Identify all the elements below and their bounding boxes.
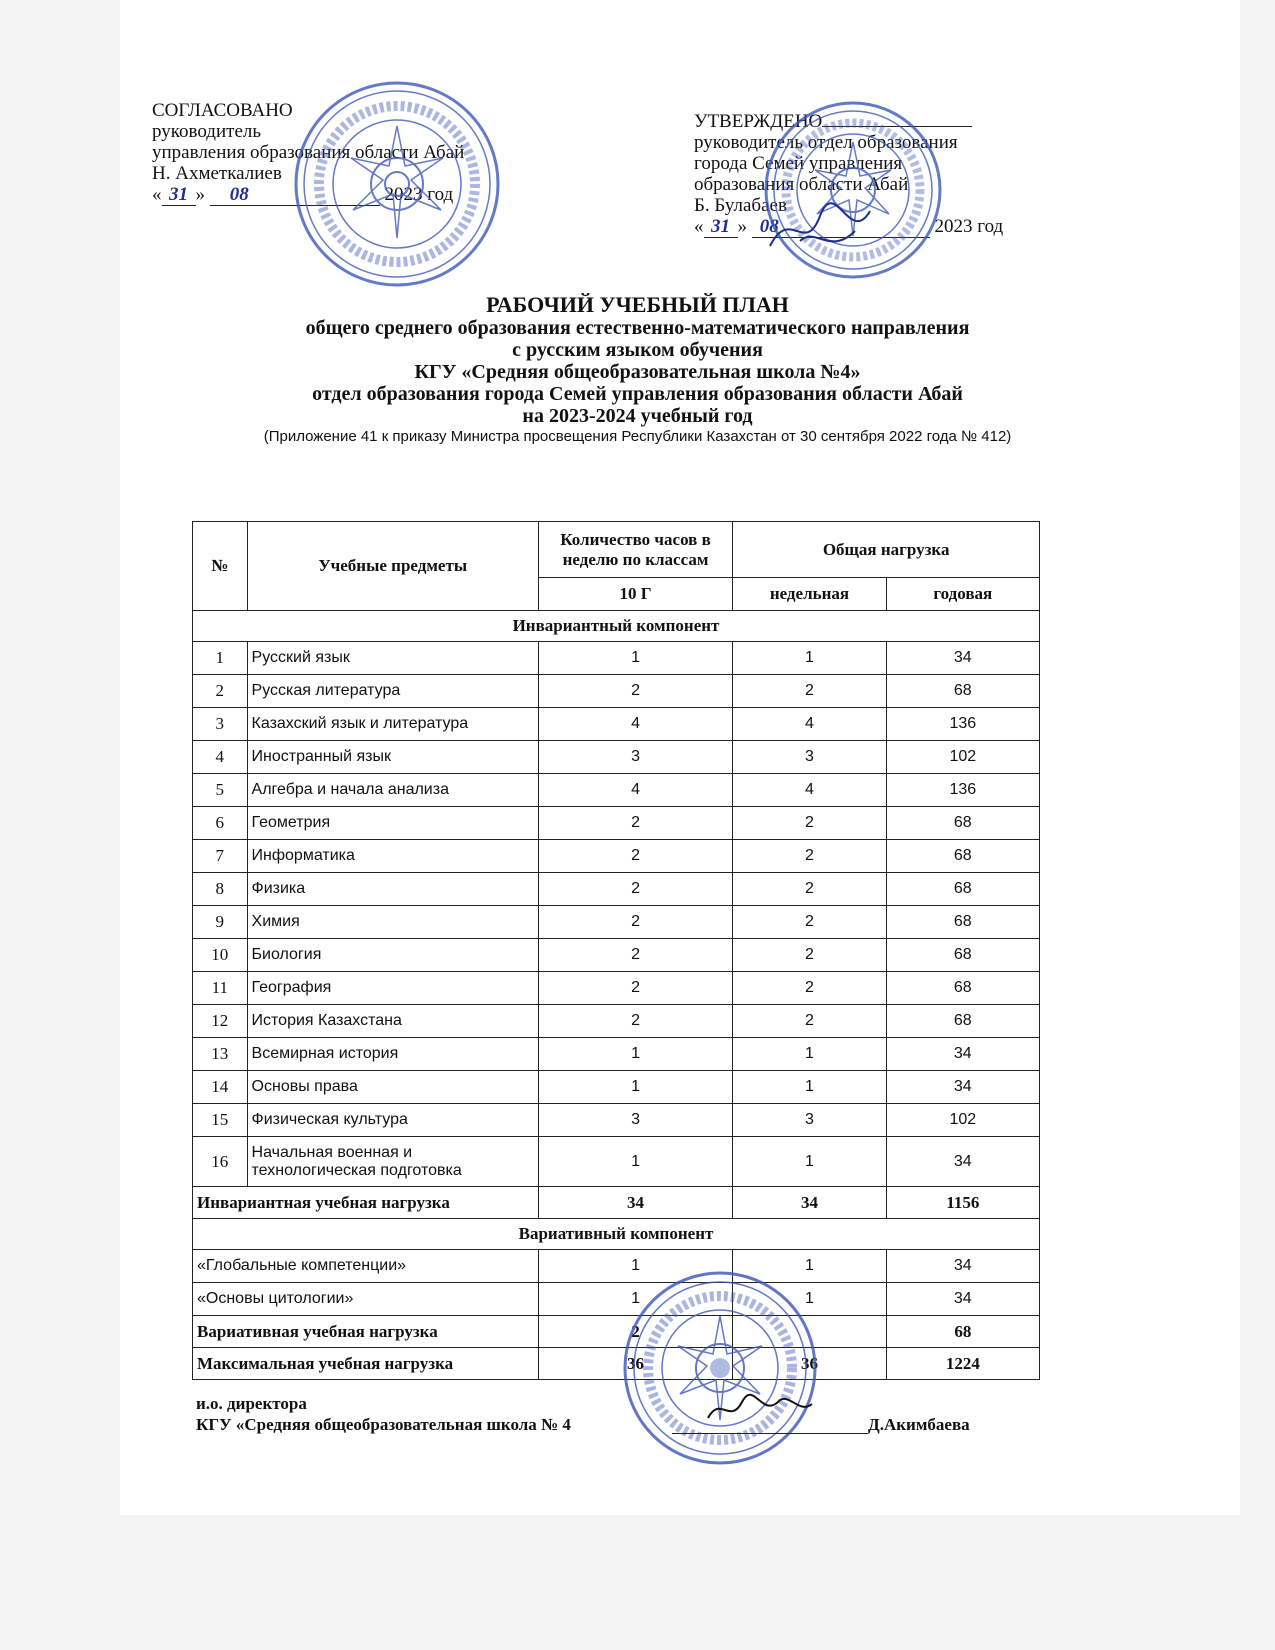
row-number: 4 [193, 741, 248, 774]
row-yearly: 68 [886, 840, 1039, 873]
row-yearly: 68 [886, 1005, 1039, 1038]
row-subject: Информатика [247, 840, 538, 873]
row-hours: 2 [538, 1005, 733, 1038]
row-weekly: 2 [733, 840, 886, 873]
row-subject: История Казахстана [247, 1005, 538, 1038]
header-num: № [193, 522, 248, 611]
table-header-row [193, 522, 1040, 578]
director-position: и.о. директора [196, 1394, 307, 1413]
total-hours: 36 [538, 1348, 733, 1380]
row-hours: 3 [538, 1104, 733, 1137]
row-weekly: 3 [733, 1104, 886, 1137]
school-seal [622, 1270, 818, 1466]
department-name: отдел образования города Семей управления образования области Абай [312, 383, 963, 405]
row-number: 16 [193, 1137, 248, 1187]
total-weekly: 34 [733, 1187, 886, 1219]
row-weekly: 1 [733, 1071, 886, 1104]
total-label: Максимальная учебная нагрузка [193, 1348, 539, 1380]
approval-position: руководитель отдел образования [694, 132, 958, 153]
table-row [193, 873, 1040, 906]
row-weekly: 1 [733, 1283, 886, 1316]
row-number: 15 [193, 1104, 248, 1137]
date-month: 08 [752, 216, 930, 238]
date-month: 08 [210, 184, 380, 206]
row-hours: 2 [538, 807, 733, 840]
variative-section-title: Вариативный компонент [193, 1219, 1040, 1250]
row-subject: Иностранный язык [247, 741, 538, 774]
row-weekly: 1 [733, 1038, 886, 1071]
header-class: 10 Г [538, 578, 733, 611]
row-weekly: 1 [733, 642, 886, 675]
header-total-load: Общая нагрузка [733, 522, 1040, 578]
approval-position: города Семей управления [694, 153, 903, 174]
row-yearly: 136 [886, 774, 1039, 807]
table-row [193, 840, 1040, 873]
row-number: 8 [193, 873, 248, 906]
table-row [193, 1137, 1040, 1187]
academic-year: на 2023-2024 учебный год [522, 405, 753, 427]
table-row [193, 642, 1040, 675]
row-yearly: 102 [886, 1104, 1039, 1137]
row-hours: 2 [538, 906, 733, 939]
row-number: 7 [193, 840, 248, 873]
total-yearly: 68 [886, 1316, 1039, 1348]
row-yearly: 34 [886, 1250, 1039, 1283]
row-subject: Химия [247, 906, 538, 939]
table-row [193, 939, 1040, 972]
row-subject: Начальная военная и технологическая подготовка [247, 1137, 538, 1187]
row-subject: Физика [247, 873, 538, 906]
approval-name: Н. Ахметкалиев [152, 163, 282, 184]
table-row [193, 1104, 1040, 1137]
row-weekly: 2 [733, 972, 886, 1005]
row-hours: 1 [538, 1137, 733, 1187]
row-yearly: 136 [886, 708, 1039, 741]
row-subject: «Глобальные компетенции» [193, 1250, 539, 1283]
row-weekly: 1 [733, 1250, 886, 1283]
row-hours: 4 [538, 774, 733, 807]
row-weekly: 1 [733, 1137, 886, 1187]
school-org: КГУ «Средняя общеобразовательная школа № 4 [196, 1415, 571, 1434]
header-hours-per-week: Количество часов в неделю по классам [538, 522, 733, 578]
curriculum-table [192, 521, 1040, 1380]
document-subtitle: общего среднего образования естественно-математического направления [305, 317, 970, 339]
approval-date: « 31 » 08 2023 год [694, 216, 1004, 237]
table-row [193, 1283, 1040, 1316]
row-hours: 2 [538, 873, 733, 906]
row-yearly: 34 [886, 642, 1039, 675]
table-row [193, 741, 1040, 774]
official-seal-left [293, 80, 501, 288]
document-title-block [0, 292, 1275, 447]
row-number: 9 [193, 906, 248, 939]
row-yearly: 34 [886, 1137, 1039, 1187]
director-name: Д.Акимбаева [868, 1415, 970, 1434]
row-subject: Русская литература [247, 675, 538, 708]
total-yearly: 1156 [886, 1187, 1039, 1219]
total-label: Инвариантная учебная нагрузка [193, 1187, 539, 1219]
row-hours: 2 [538, 840, 733, 873]
row-subject: Физическая культура [247, 1104, 538, 1137]
date-day: 31 [704, 216, 738, 238]
row-subject: Биология [247, 939, 538, 972]
table-row [193, 774, 1040, 807]
approval-position: управления образования области Абай [152, 142, 465, 163]
row-number: 6 [193, 807, 248, 840]
row-hours: 1 [538, 1250, 733, 1283]
row-hours: 3 [538, 741, 733, 774]
row-number: 1 [193, 642, 248, 675]
approval-heading: УТВЕРЖДЕНО [694, 111, 1003, 132]
row-yearly: 68 [886, 807, 1039, 840]
row-subject: Всемирная история [247, 1038, 538, 1071]
table-row [193, 972, 1040, 1005]
table-row [193, 1250, 1040, 1283]
row-yearly: 68 [886, 675, 1039, 708]
total-hours: 34 [538, 1187, 733, 1219]
document-title: РАБОЧИЙ УЧЕБНЫЙ ПЛАН [486, 292, 789, 317]
date-year: 2023 год [384, 184, 454, 205]
total-label: Вариативная учебная нагрузка [193, 1316, 539, 1348]
row-number: 3 [193, 708, 248, 741]
table-row [193, 675, 1040, 708]
approval-heading: СОГЛАСОВАНО [152, 100, 293, 121]
row-hours: 1 [538, 1283, 733, 1316]
approval-position: руководитель [152, 121, 262, 142]
row-hours: 1 [538, 1038, 733, 1071]
row-subject: Алгебра и начала анализа [247, 774, 538, 807]
table-row [193, 1038, 1040, 1071]
row-yearly: 34 [886, 1071, 1039, 1104]
row-weekly: 2 [733, 1005, 886, 1038]
row-hours: 4 [538, 708, 733, 741]
row-weekly: 2 [733, 906, 886, 939]
table-row [193, 807, 1040, 840]
row-yearly: 68 [886, 972, 1039, 1005]
document-subtitle: с русским языком обучения [512, 339, 763, 361]
row-yearly: 34 [886, 1283, 1039, 1316]
row-number: 10 [193, 939, 248, 972]
row-hours: 1 [538, 1071, 733, 1104]
row-hours: 2 [538, 972, 733, 1005]
row-subject: Основы права [247, 1071, 538, 1104]
section-row [193, 611, 1040, 642]
row-weekly: 2 [733, 939, 886, 972]
variative-total-row [193, 1316, 1040, 1348]
row-subject: Геометрия [247, 807, 538, 840]
row-subject: География [247, 972, 538, 1005]
signature-right [760, 196, 880, 266]
row-hours: 2 [538, 939, 733, 972]
invariant-total-row [193, 1187, 1040, 1219]
total-hours: 2 [538, 1316, 733, 1348]
row-number: 5 [193, 774, 248, 807]
appendix-note: (Приложение 41 к приказу Министра просвещения Республики Казахстан от 30 сентября 2022 года № 412) [263, 428, 1012, 445]
row-yearly: 68 [886, 939, 1039, 972]
header-yearly: годовая [886, 578, 1039, 611]
row-weekly: 4 [733, 708, 886, 741]
director-signature [700, 1390, 820, 1430]
row-subject: Казахский язык и литература [247, 708, 538, 741]
header-weekly: недельная [733, 578, 886, 611]
total-yearly: 1224 [886, 1348, 1039, 1380]
header-subjects: Учебные предметы [247, 522, 538, 611]
row-number: 13 [193, 1038, 248, 1071]
total-weekly: 36 [733, 1348, 886, 1380]
row-yearly: 68 [886, 873, 1039, 906]
max-total-row [193, 1348, 1040, 1380]
row-yearly: 68 [886, 906, 1039, 939]
row-weekly: 3 [733, 741, 886, 774]
row-number: 11 [193, 972, 248, 1005]
row-hours: 1 [538, 642, 733, 675]
date-day: 31 [162, 184, 196, 206]
date-year: 2023 год [934, 216, 1004, 237]
approval-name: Б. Булабаев [694, 195, 787, 216]
table-row [193, 1071, 1040, 1104]
row-weekly: 2 [733, 675, 886, 708]
signature-footer [196, 1393, 1026, 1435]
school-name: КГУ «Средняя общеобразовательная школа №4» [414, 361, 861, 383]
signature-line [672, 1433, 868, 1434]
row-number: 12 [193, 1005, 248, 1038]
row-weekly: 4 [733, 774, 886, 807]
approval-date: « 31 » 08 2023 год [152, 184, 454, 205]
row-hours: 2 [538, 675, 733, 708]
row-yearly: 102 [886, 741, 1039, 774]
row-weekly: 2 [733, 873, 886, 906]
invariant-section-title: Инвариантный компонент [193, 611, 1040, 642]
table-row [193, 708, 1040, 741]
row-number: 2 [193, 675, 248, 708]
row-yearly: 34 [886, 1038, 1039, 1071]
row-subject: «Основы цитологии» [193, 1283, 539, 1316]
row-weekly: 2 [733, 807, 886, 840]
row-subject: Русский язык [247, 642, 538, 675]
table-row [193, 1005, 1040, 1038]
table-row [193, 906, 1040, 939]
row-number: 14 [193, 1071, 248, 1104]
approval-position: образования области Абай [694, 174, 909, 195]
section-row [193, 1219, 1040, 1250]
